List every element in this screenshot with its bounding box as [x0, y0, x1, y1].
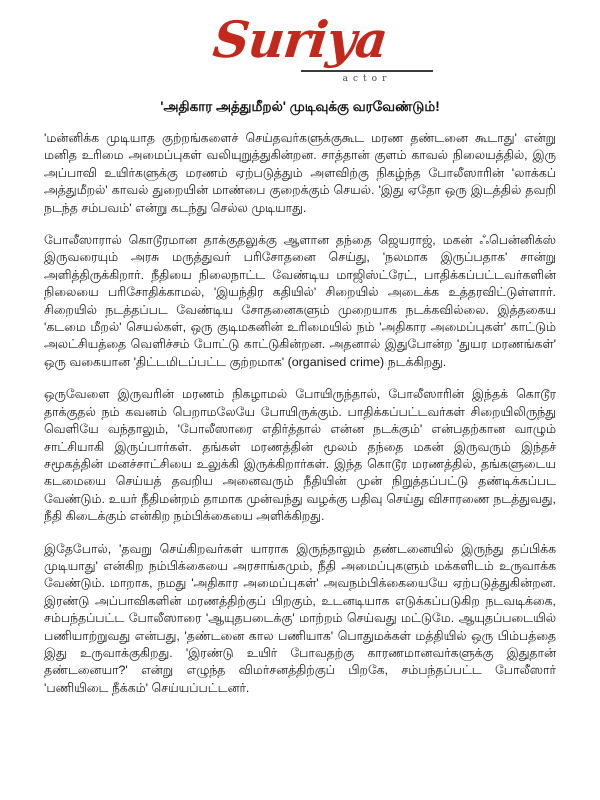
- brand-divider-rule: [301, 70, 433, 72]
- brand-subtitle-group: [301, 70, 433, 84]
- brand-wordmark: Suriya: [210, 10, 390, 69]
- statement-body: [0, 130, 600, 697]
- brand-subtitle: actor: [342, 74, 392, 84]
- paragraph: போலீஸாரால் கொடூரமான தாக்குதலுக்கு ஆளான தந்தை ஜெயராஜ், மகன் ஃபென்னிக்ஸ் இருவரையும் அரசு மருத்துவர் பரிசோதனை செய்து, 'நலமாக இருப்பதாக' சான்று அளித்திருக்கிறார். நீதியை நிலைநாட்ட வேண்டிய மாஜிஸ்ட்ரேட், பாதிக்கப்பட்டவர்களின் நிலையை பரிசோதிக்காமல், 'இயந்திர கதியில்' சிறையில் அடைக்க உத்தரவிட்டுள்ளார். சிறையில் நடத்தப்பட வேண்டிய சோதனைகளும் முறையாக நடக்கவில்லை. இத்தகைய 'கடமை மீறல்' செயல்கள், ஒரு குடிமகனின் உரிமையில் நம் 'அதிகார அமைப்புகள்' காட்டும் அலட்சியத்தை வெளிச்சம் போட்டு காட்டுகின்றன. அதனால் இதுபோன்ற 'துயர மரணங்கள்' ஒரு வகையான 'திட்டமிடப்பட்ட குற்றமாக' (organised crime) நடக்கிறது.: [44, 233, 556, 369]
- paragraph: ஒருவேளை இருவரின் மரணம் நிகழாமல் போயிருந்தால், போலீஸாரின் இந்தக் கொடூர தாக்குதல் நம் கவனம் பெறாமலேயே போயிருக்கும். பாதிக்கப்பட்டவர்கள் சிறையிலிருந்து வெளியே வந்தாலும், 'போலீஸாரை எதிர்த்தால் என்ன நடக்கும்' என்பதற்கான வாழும் சாட்சியாகி இருப்பார்கள். தங்கள் மரணத்தின் மூலம் தந்தை மகன் இருவரும் இந்தச் சமூகத்தின் மனச்சாட்சியை உலுக்கி இருக்கிறார்கள். இந்த கொடூர மரணத்தில், தங்களுடைய கடமையை செய்யத் தவறிய அனைவரும் நீதியின் முன் நிறுத்தப்பட்டு தண்டிக்கப்பட வேண்டும். உயர் நீதிமன்றம் தாமாக முன்வந்து வழக்கு பதிவு செய்து விசாரணை நடத்துவது, நீதி கிடைக்கும் என்கிற நம்பிக்கையை அளிக்கிறது.: [44, 387, 556, 524]
- paragraph: 'மன்னிக்க முடியாத குற்றங்களைச் செய்தவர்களுக்குகூட மரண தண்டனை கூடாது' என்று மனித உரிமை அமைப்புகள் வலியுறுத்துகின்றன. சாத்தான் குளம் காவல் நிலையத்தில், இரு அப்பாவி உயிர்களுக்கு மரணம் ஏற்படுத்தும் அளவிற்கு நிகழ்ந்த போலீஸாரின் 'லாக்கப் அத்துமீறல்' காவல் துறையின் மாண்பை குறைக்கும் செயல். 'இது ஏதோ ஒரு இடத்தில் தவறி நடந்த சம்பவம்' என்று கடந்து செல்ல முடியாது.: [44, 131, 556, 215]
- paragraph: இதேபோல், 'தவறு செய்கிறவர்கள் யாராக இருந்தாலும் தண்டனையில் இருந்து தப்பிக்க முடியாது' என்கிற நம்பிக்கையை அரசாங்கமும், நீதி அமைப்புகளும் மக்களிடம் உருவாக்க வேண்டும். மாறாக, நமது 'அதிகார அமைப்புகள்' அவநம்பிக்கையையே ஏற்படுத்துகின்றன. இரண்டு அப்பாவிகளின் மரணத்திற்குப் பிறகும், உடனடியாக எடுக்கப்படுகிற நடவடிக்கை, சம்பந்தப்பட்ட போலீஸாரை 'ஆயுதபடைக்கு' மாற்றம் செய்வது மட்டுமே. ஆயுதப்படையில் பணியாற்றுவது என்பது, 'தண்டனை கால பணியாக' பொதுமக்கள் மத்தியில் ஒரு பிம்பத்தை இது உருவாக்குகிறது. 'இரண்டு உயிர் போவதற்கு காரணமானவர்களுக்கு இதுதான் தண்டனையா?' என்று எழுந்த விமர்சனத்திற்குப் பிறகே, சம்பந்தப்பட்ட போலீஸார் 'பணியிடை நீக்கம்' செய்யப்பட்டனர்.: [44, 541, 556, 695]
- brand-logo: [165, 10, 435, 84]
- letterhead-header: [0, 0, 600, 92]
- page-title: 'அதிகார அத்துமீறல்' முடிவுக்கு வரவேண்டும்!: [160, 99, 440, 114]
